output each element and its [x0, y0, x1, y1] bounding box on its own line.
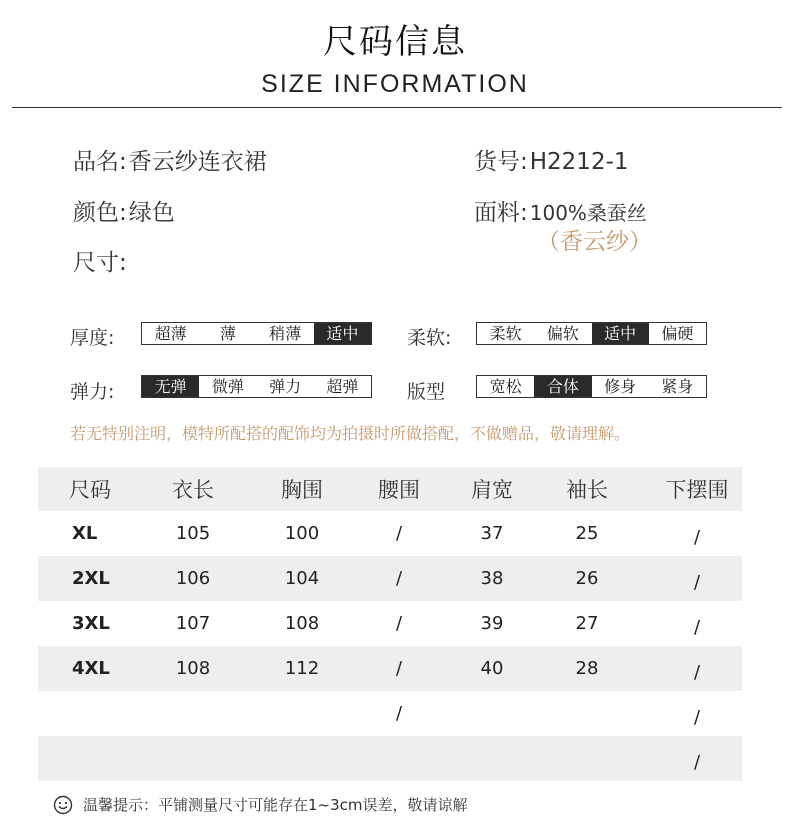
table-header-cell: 衣长 [172, 478, 214, 502]
table-cell [252, 691, 352, 736]
item-number-value: H2212-1 [529, 149, 629, 175]
table-cell [537, 736, 637, 781]
elasticity-option: 微弹 [211, 377, 244, 396]
item-number-label: 货号: [474, 149, 528, 175]
table-cell: 104 [284, 568, 320, 589]
table-cell: 2XL [72, 568, 110, 589]
table-cell: 26 [575, 568, 599, 589]
footer-tip [53, 794, 468, 815]
table-header-cell: 肩宽 [471, 478, 513, 502]
table-cell: / [693, 617, 701, 638]
item-number [474, 143, 629, 176]
elasticity-option: 超弹 [326, 377, 359, 396]
fabric-label: 面料: [474, 200, 528, 226]
table-cell: / [693, 707, 701, 728]
table-cell: 39 [480, 613, 504, 634]
smile-icon [53, 795, 73, 815]
thickness-option: 超薄 [154, 324, 187, 343]
elasticity-scale [141, 375, 372, 398]
fit-scale [476, 375, 707, 398]
header-divider [12, 107, 782, 108]
fit-option: 合体 [534, 376, 591, 397]
table-header-cell: 下摆围 [665, 478, 729, 502]
product-name-label: 品名: [73, 149, 127, 175]
elasticity-option: 弹力 [269, 377, 302, 396]
table-cell [252, 736, 352, 781]
table-row [38, 601, 742, 646]
table-row [38, 511, 742, 556]
table-cell: 105 [175, 523, 211, 544]
table-cell [537, 691, 637, 736]
page-title: 尺码信息 [323, 22, 467, 62]
table-cell: / [395, 613, 403, 634]
table-cell: / [693, 572, 701, 593]
elasticity-label: 弹力: [70, 381, 115, 403]
table-cell: / [395, 568, 403, 589]
product-color-label: 颜色: [73, 200, 127, 226]
table-cell: 107 [175, 613, 211, 634]
fit-label: 版型 [407, 381, 446, 403]
fit-option: 修身 [604, 377, 637, 396]
fabric-note: （香云纱） [537, 229, 652, 255]
size-table [38, 467, 742, 781]
table-cell: / [693, 752, 701, 773]
table-cell: 37 [480, 523, 504, 544]
softness-scale [476, 322, 707, 345]
table-cell: 28 [575, 658, 599, 679]
table-cell: 108 [284, 613, 320, 634]
fit-option: 宽松 [489, 377, 522, 396]
styling-disclaimer: 若无特别注明，模特所配搭的配饰均为拍摄时所做搭配，不做赠品，敬请理解。 [70, 424, 631, 443]
page-subtitle: SIZE INFORMATION [261, 70, 529, 98]
table-cell: XL [72, 523, 98, 544]
table-cell: 4XL [72, 658, 110, 679]
table-cell [38, 736, 148, 781]
table-header-row [38, 467, 742, 511]
table-cell: / [693, 527, 701, 548]
table-row [38, 556, 742, 601]
product-name-value: 香云纱连衣裙 [128, 149, 267, 175]
size-info-label: 尺寸: [73, 250, 127, 276]
table-cell: 27 [575, 613, 599, 634]
thickness-option: 适中 [314, 323, 371, 344]
table-row [38, 691, 742, 736]
table-cell: 25 [575, 523, 599, 544]
table-cell: 100 [284, 523, 320, 544]
table-cell: 3XL [72, 613, 110, 634]
softness-option: 偏软 [546, 324, 579, 343]
fabric-value: 100%桑蚕丝 [529, 201, 647, 225]
fit-option: 紧身 [661, 377, 694, 396]
product-color-value: 绿色 [128, 200, 175, 226]
size-info [73, 244, 127, 277]
table-header-cell: 袖长 [566, 478, 608, 502]
elasticity-option: 无弹 [142, 376, 199, 397]
thickness-option: 稍薄 [269, 324, 302, 343]
table-header-cell: 胸围 [281, 478, 323, 502]
thickness-option: 薄 [219, 324, 236, 343]
table-cell: / [395, 658, 403, 679]
table-header-cell: 腰围 [378, 478, 420, 502]
table-cell [38, 691, 148, 736]
thickness-scale [141, 322, 372, 345]
table-cell: 112 [284, 658, 320, 679]
product-name [73, 143, 267, 176]
softness-label: 柔软: [407, 327, 452, 349]
table-cell: / [693, 662, 701, 683]
table-row [38, 646, 742, 691]
table-row [38, 736, 742, 781]
product-color [73, 194, 175, 227]
table-cell [349, 736, 449, 781]
softness-option: 偏硬 [661, 324, 694, 343]
table-cell: 38 [480, 568, 504, 589]
table-cell [442, 691, 542, 736]
footer-text: 温馨提示：平铺测量尺寸可能存在1~3cm误差，敬请谅解 [83, 796, 468, 814]
table-cell: 108 [175, 658, 211, 679]
table-cell: / [395, 523, 403, 544]
table-cell: 106 [175, 568, 211, 589]
table-cell [442, 736, 542, 781]
softness-option: 适中 [592, 323, 649, 344]
table-cell [143, 691, 243, 736]
softness-option: 柔软 [489, 324, 522, 343]
thickness-label: 厚度: [70, 327, 115, 349]
table-cell: 40 [480, 658, 504, 679]
table-cell: / [395, 703, 403, 724]
table-header-cell: 尺码 [69, 478, 111, 502]
table-cell [143, 736, 243, 781]
